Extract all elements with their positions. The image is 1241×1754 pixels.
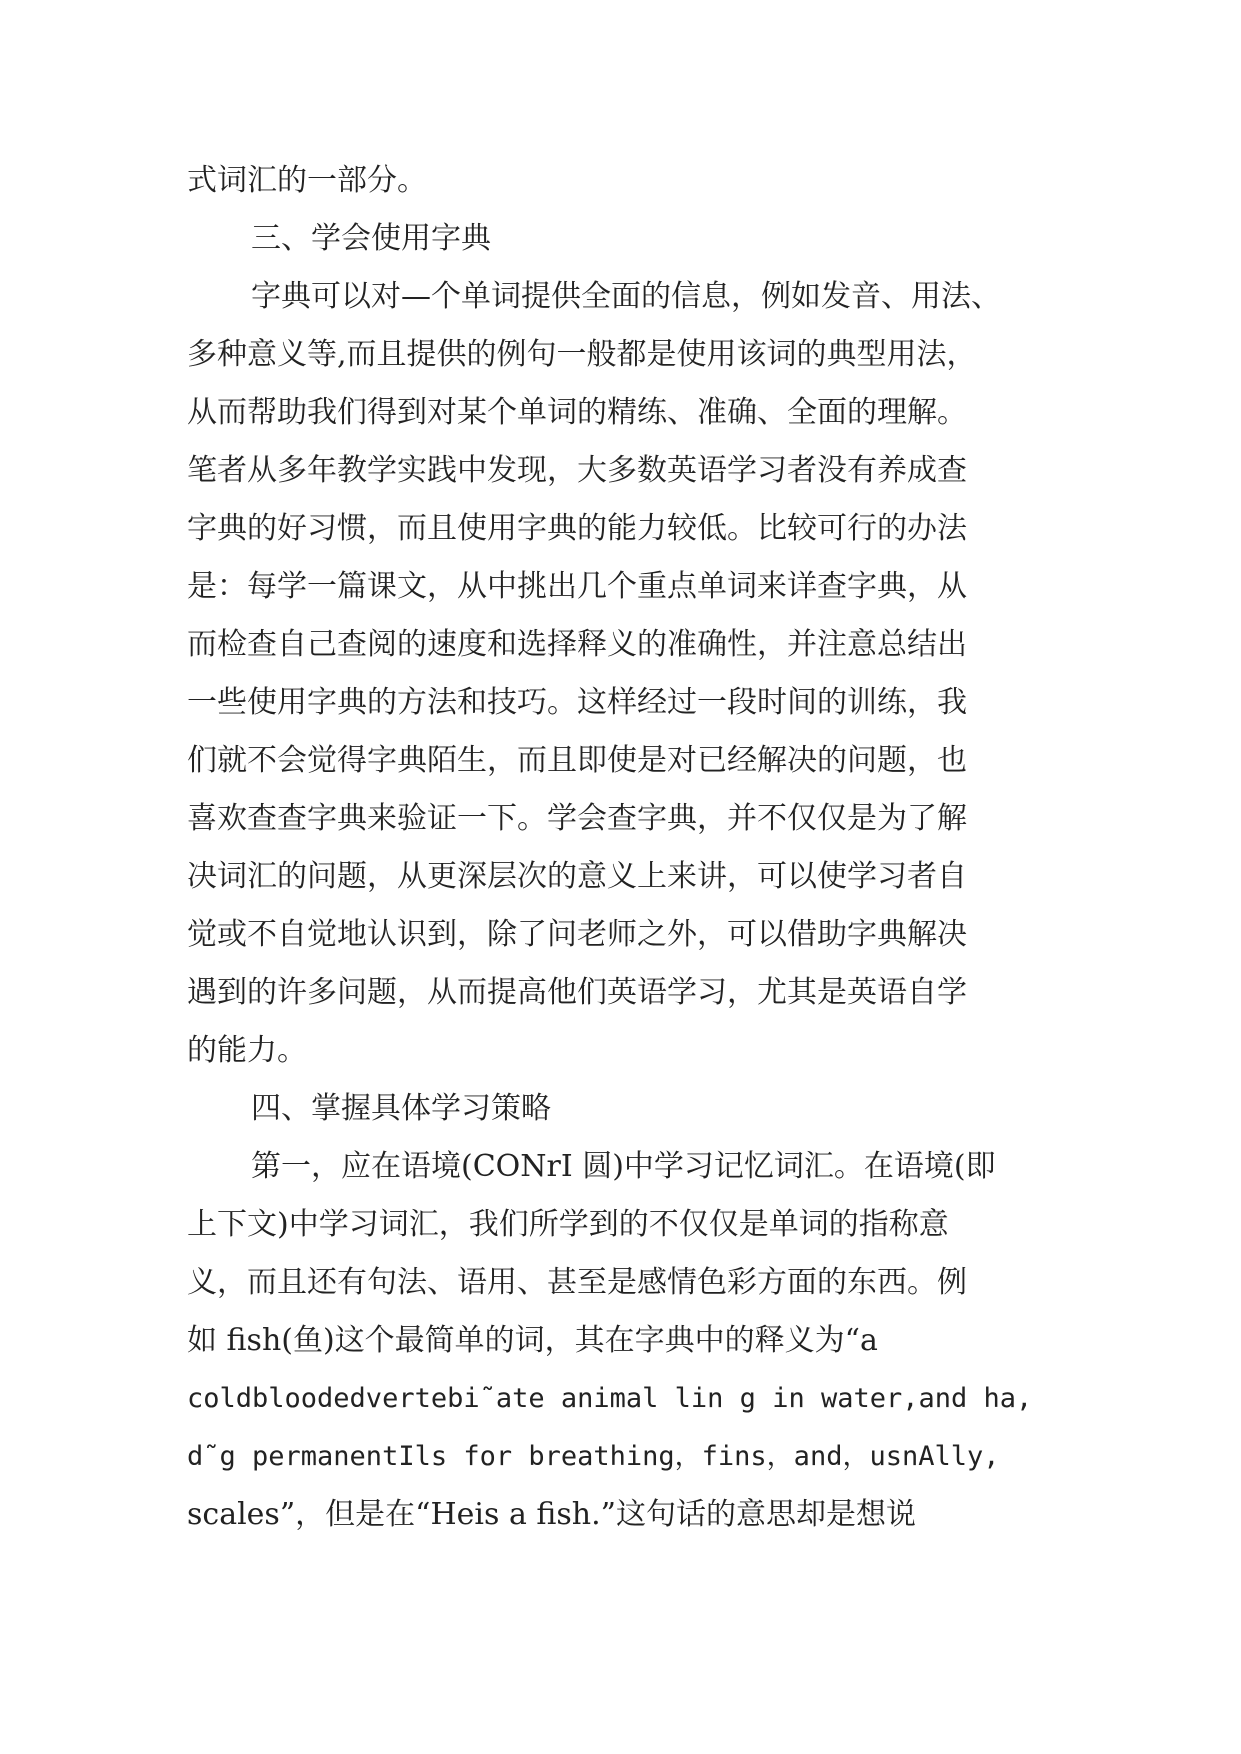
paragraph-line: 喜欢查查字典来验证一下。学会查字典，并不仅仅是为了解 <box>187 801 967 836</box>
paragraph-line: 从而帮助我们得到对某个单词的精练、准确、全面的理解。 <box>187 395 967 430</box>
paragraph-line: 遇到的许多问题，从而提高他们英语学习，尤其是英语自学 <box>187 975 967 1010</box>
paragraph-line: 决词汇的问题，从更深层次的意义上来讲，可以使学习者自 <box>187 859 967 894</box>
paragraph-line: 如 fish(鱼)这个最简单的词，其在字典中的释义为“a <box>187 1323 878 1358</box>
document-body <box>187 152 1067 1544</box>
section-heading: 三、学会使用字典 <box>251 221 491 256</box>
section-heading: 四、掌握具体学习策略 <box>251 1091 551 1126</box>
paragraph-line: 字典可以对—个单词提供全面的信息，例如发音、用法、 <box>251 279 1001 314</box>
paragraph-line: 上下文)中学习词汇，我们所学到的不仅仅是单词的指称意 <box>187 1207 949 1242</box>
paragraph-line: 是：每学一篇课文，从中挑出几个重点单词来详查字典，从 <box>187 569 967 604</box>
paragraph-line: 觉或不自觉地认识到，除了问老师之外，可以借助字典解决 <box>187 917 967 952</box>
paragraph-line: 笔者从多年教学实践中发现，大多数英语学习者没有养成查 <box>187 453 967 488</box>
paragraph-line: 的能力。 <box>187 1033 307 1068</box>
paragraph-line: coldbloodedvertebi˜ate animal lin g in water,and ha, <box>187 1383 1033 1414</box>
paragraph-line: 多种意义等,而且提供的例句一般都是使用该词的典型用法， <box>187 337 977 372</box>
paragraph-continuation: 式词汇的一部分。 <box>187 163 427 198</box>
paragraph-line: scales”，但是在“Heis a fish.”这句话的意思却是想说 <box>187 1497 916 1532</box>
paragraph-line: d˜g permanentIls for breathing，fins，and，usnAlly, <box>187 1441 1000 1472</box>
paragraph-line: 字典的好习惯，而且使用字典的能力较低。比较可行的办法 <box>187 511 967 546</box>
paragraph-line: 义，而且还有句法、语用、甚至是感情色彩方面的东西。例 <box>187 1265 967 1300</box>
paragraph-line: 第一，应在语境(CONrI 圆)中学习记忆词汇。在语境(即 <box>251 1149 996 1184</box>
paragraph-line: 们就不会觉得字典陌生，而且即使是对已经解决的问题，也 <box>187 743 967 778</box>
paragraph-line: 一些使用字典的方法和技巧。这样经过一段时间的训练，我 <box>187 685 967 720</box>
paragraph-line: 而检查自己查阅的速度和选择释义的准确性，并注意总结出 <box>187 627 967 662</box>
